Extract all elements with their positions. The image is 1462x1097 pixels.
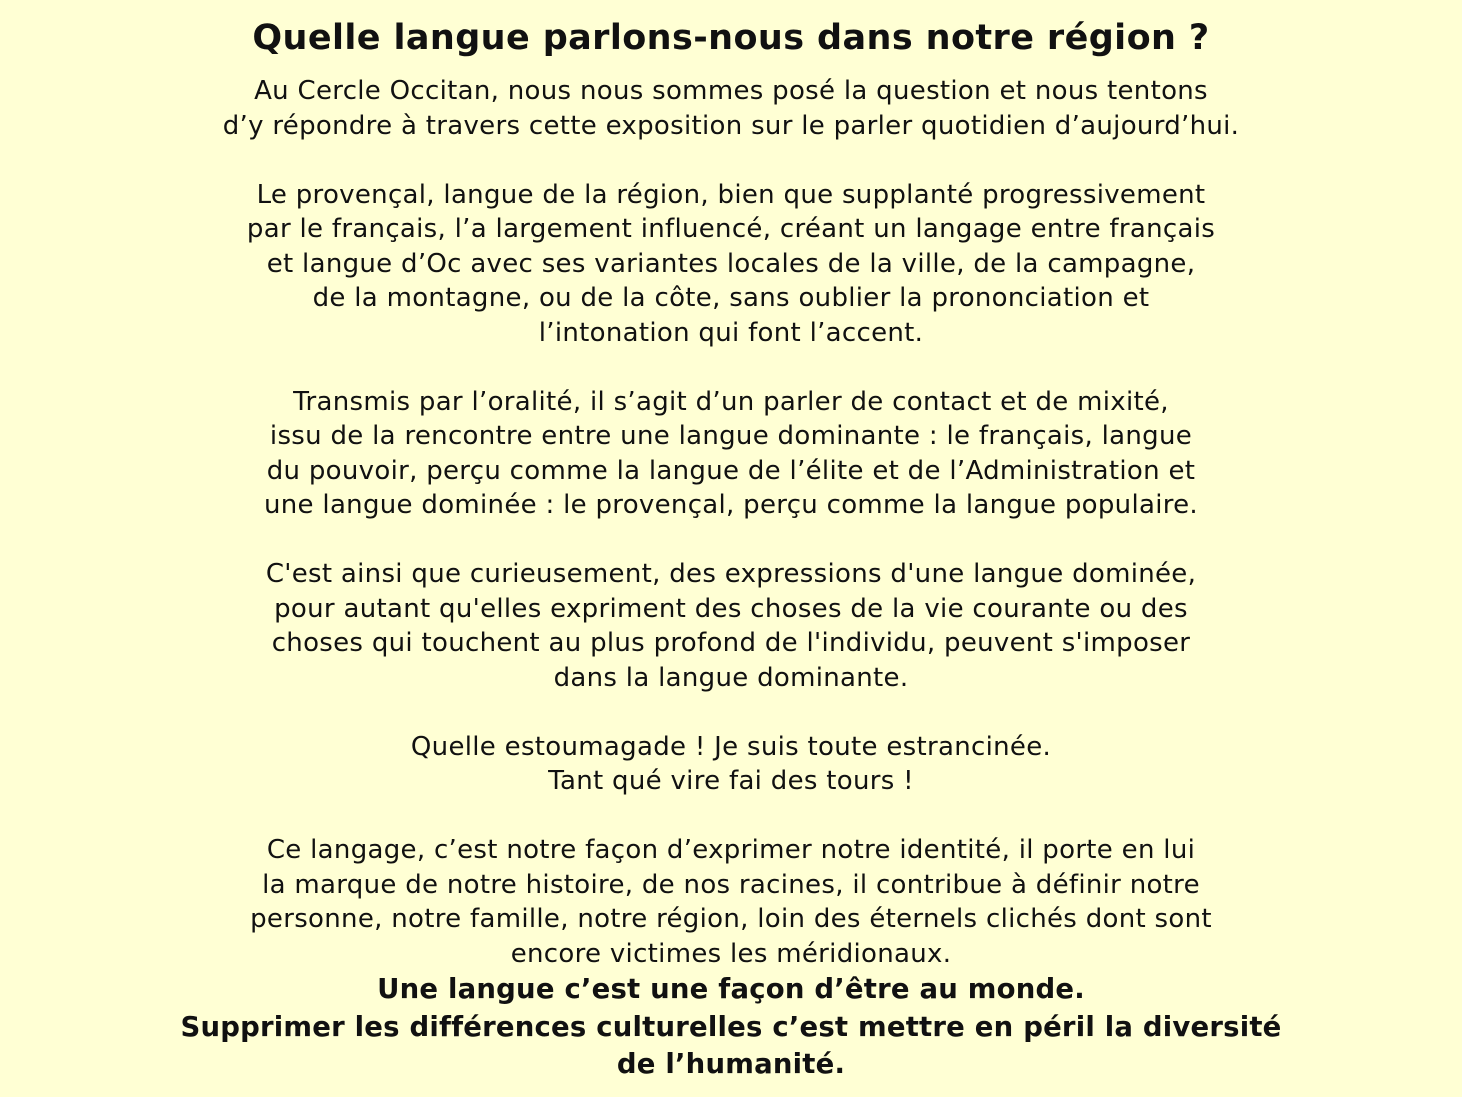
paragraph-line: encore victimes les méridionaux. — [510, 938, 952, 969]
paragraph-line: personne, notre famille, notre région, loin des éternels clichés dont sont — [250, 904, 1212, 934]
paragraph-line: la marque de notre histoire, de nos racines, il contribue à définir notre — [262, 869, 1200, 900]
paragraph-line: par le français, l’a largement influencé, créant un langage entre français — [246, 214, 1216, 244]
conclusion-line: de l’humanité. — [616, 1048, 846, 1080]
paragraph-intro — [0, 74, 1462, 143]
paragraph-oralite — [0, 385, 1462, 523]
paragraph-line: l’intonation qui font l’accent. — [538, 317, 924, 348]
paragraph-line: de la montagne, ou de la côte, sans oublier la prononciation et — [312, 283, 1150, 313]
paragraph-line: pour autant qu'elles expriment des choses de la vie courante ou des — [274, 593, 1188, 624]
paragraph-line: dans la langue dominante. — [553, 662, 909, 693]
paragraph-line: Tant qué vire fai des tours ! — [548, 766, 914, 796]
paragraph-line: et langue d’Oc avec ses variantes locales de la ville, de la campagne, — [266, 248, 1196, 279]
paragraph-line: C'est ainsi que curieusement, des expressions d'une langue dominée, — [265, 559, 1197, 589]
paragraph-line: Transmis par l’oralité, il s’agit d’un parler de contact et de mixité, — [293, 386, 1169, 417]
paragraph-line: Au Cercle Occitan, nous nous sommes posé la question et nous tentons — [254, 76, 1208, 106]
paragraph-examples — [0, 730, 1462, 799]
paragraph-provencal — [0, 178, 1462, 351]
conclusion-line: Une langue c’est une façon d’être au monde. — [377, 973, 1085, 1005]
conclusion-line: Supprimer les différences culturelles c’est mettre en péril la diversité — [180, 1010, 1282, 1043]
page-title: Quelle langue parlons-nous dans notre région ? — [252, 18, 1210, 58]
paragraph-line: Ce langage, c’est notre façon d’exprimer notre identité, il porte en lui — [266, 835, 1196, 865]
paragraph-line: Le provençal, langue de la région, bien que supplanté progressivement — [256, 179, 1206, 210]
paragraph-line: Quelle estoumagade ! Je suis toute estrancinée. — [410, 731, 1052, 762]
paragraph-expressions — [0, 557, 1462, 695]
paragraph-line: issu de la rencontre entre une langue dominante : le français, langue — [269, 421, 1193, 451]
paragraph-identite — [0, 833, 1462, 971]
paragraph-line: du pouvoir, perçu comme la langue de l’élite et de l’Administration et — [266, 455, 1196, 486]
paragraph-line: d’y répondre à travers cette exposition sur le parler quotidien d’aujourd’hui. — [222, 110, 1240, 141]
paragraph-line: une langue dominée : le provençal, perçu comme la langue populaire. — [264, 490, 1198, 520]
paragraph-line: choses qui touchent au plus profond de l'individu, peuvent s'imposer — [271, 628, 1191, 658]
conclusion — [0, 971, 1462, 1084]
